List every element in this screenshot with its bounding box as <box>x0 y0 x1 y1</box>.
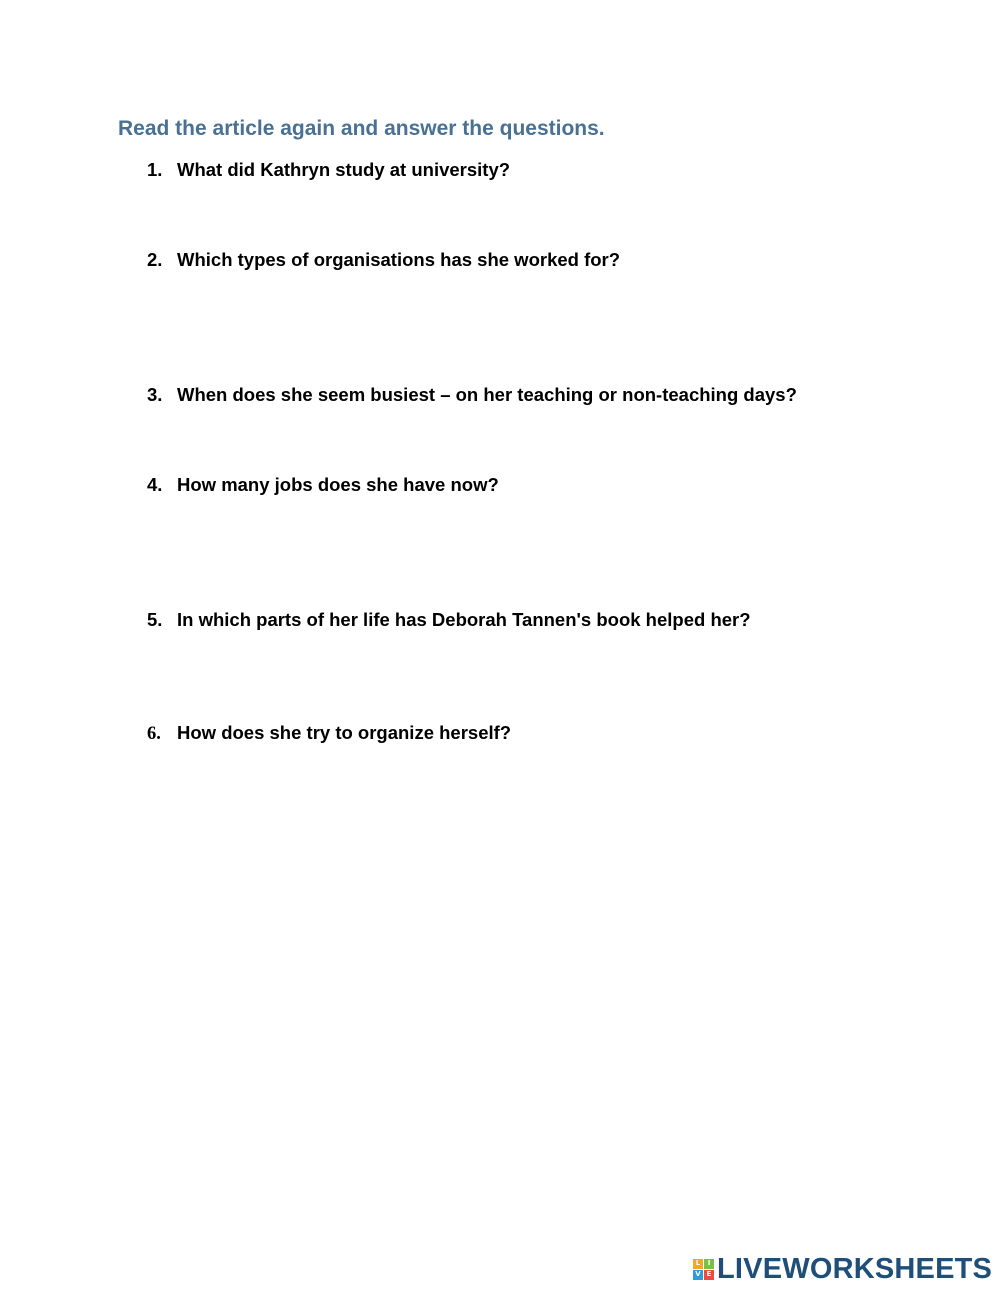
question-1 <box>147 159 967 181</box>
question-number: 4. <box>147 474 163 495</box>
question-number: 6. <box>147 724 161 744</box>
question-number: 1. <box>147 159 163 180</box>
logo-letter: I <box>704 1259 714 1269</box>
question-text: What did Kathryn study at university? <box>177 159 511 180</box>
question-4 <box>147 474 967 496</box>
question-text: Which types of organisations has she worked for? <box>177 249 621 270</box>
logo-letter: E <box>704 1270 714 1280</box>
logo-letter: L <box>693 1259 703 1269</box>
instruction-heading: Read the article again and answer the questions. <box>118 117 605 140</box>
question-text: How does she try to organize herself? <box>177 722 512 743</box>
question-6 <box>147 722 967 745</box>
question-text: When does she seem busiest – on her teaching or non-teaching days? <box>177 384 797 405</box>
logo-letter: V <box>693 1270 703 1280</box>
question-5 <box>147 609 967 631</box>
question-number: 5. <box>147 609 163 630</box>
question-number: 3. <box>147 384 163 405</box>
question-number: 2. <box>147 249 163 270</box>
question-text: In which parts of her life has Deborah Tannen's book helped her? <box>177 609 751 630</box>
brand-name: LIVEWORKSHEETS <box>717 1252 993 1285</box>
question-3 <box>147 384 967 406</box>
logo-icon <box>693 1259 714 1280</box>
question-text: How many jobs does she have now? <box>177 474 499 495</box>
question-2 <box>147 249 967 271</box>
liveworksheets-logo <box>693 1253 992 1285</box>
